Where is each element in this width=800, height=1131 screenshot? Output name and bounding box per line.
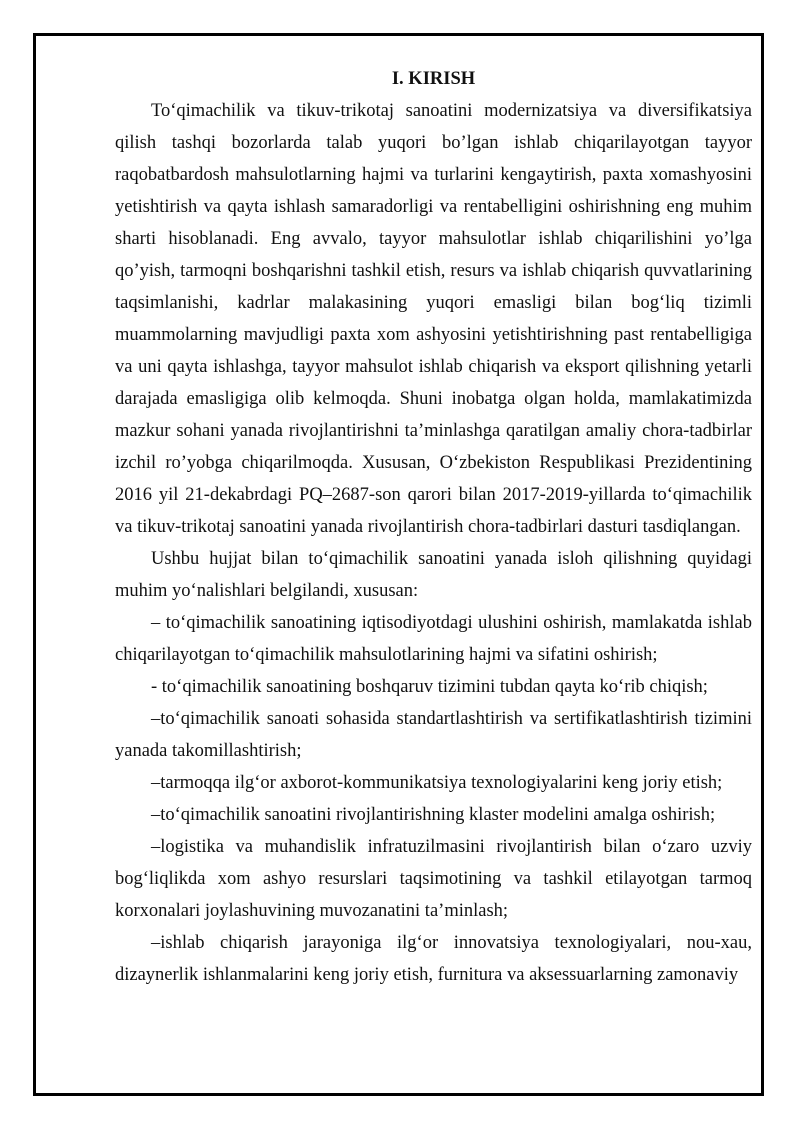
list-item-cluster-model: –to‘qimachilik sanoatini rivojlantirishning klaster modelini amalga oshirish; (151, 805, 716, 825)
list-item-ict: –tarmoqqa ilg‘or axborot-kommunikatsiya texnologiyalarini keng joriy etish; (151, 773, 723, 793)
directions-intro-paragraph: Ushbu hujjat bilan to‘qimachilik sanoatini yanada isloh qilishning quyidagi muhim yo‘nalishlari belgilandi, xususan: (115, 549, 752, 601)
list-item-management-review: - to‘qimachilik sanoatining boshqaruv tizimini tubdan qayta ko‘rib chiqish; (151, 677, 708, 697)
intro-paragraph: To‘qimachilik va tikuv-trikotaj sanoatini modernizatsiya va diversifikatsiya qilish tashqi bozorlarda talab yuqori bo’lgan ishlab chiqarilayotgan tayyor raqobatbardosh mahsulotlarning hajmi va turlarini kengaytirish, paxta xomashyosini yetishtirish va qayta ishlash samaradorligi va rentabelligini oshirishning eng muhim sharti hisoblanadi. Eng avvalo, tayyor mahsulotlar ishlab chiqarilishini yo’lga qo’yish, tarmoqni boshqarishni tashkil etish, resurs va ishlab chiqarish quvvatlarining taqsimlanishi, kadrlar malakasining yuqori emasligi bilan bog‘liq tizimli muammolarning mavjudligi paxta xom ashyosini yetishtirishning past rentabelligiga va uni qayta ishlashga, tayyor mahsulot ishlab chiqarish va eksport qilishning yetarli darajada emasligiga olib kelmoqda. Shuni inobatga olgan holda, mamlakatimizda mazkur sohani yanada rivojlantirishni ta’minlashga qaratilgan amaliy chora-tadbirlar izchil ro’yobga chiqarilmoqda. Xususan, O‘zbekiston Respublikasi Prezidentining 2016 yil 21-dekabrdagi PQ–2687-son qarori bilan 2017-2019-yillarda to‘qimachilik va tikuv-trikotaj sanoatini yanada rivojlantirish chora-tadbirlari dasturi tasdiqlangan. (115, 101, 752, 537)
list-item-innovation: –ishlab chiqarish jarayoniga ilg‘or innovatsiya texnologiyalari, nou-xau, dizaynerlik ishlanmalarini keng joriy etish, furnitura va aksessuarlarning zamonaviy (115, 933, 752, 985)
list-item-share-increase: – to‘qimachilik sanoatining iqtisodiyotdagi ulushini oshirish, mamlakatda ishlab chiqarilayotgan to‘qimachilik mahsulotlarining hajmi va sifatini oshirish; (115, 613, 752, 665)
section-heading: I. KIRISH (391, 69, 476, 89)
list-item-logistics: –logistika va muhandislik infratuzilmasini rivojlantirish bilan o‘zaro uzviy bog‘liqlikda xom ashyo resurslari taqsimotining va tashkil etilayotgan tarmoq korxonalari joylashuvining muvozanatini ta’minlash; (115, 837, 752, 921)
list-item-standardization: –to‘qimachilik sanoati sohasida standartlashtirish va sertifikatlashtirish tizimini yanada takomillashtirish; (115, 709, 752, 761)
document-body (115, 63, 752, 991)
